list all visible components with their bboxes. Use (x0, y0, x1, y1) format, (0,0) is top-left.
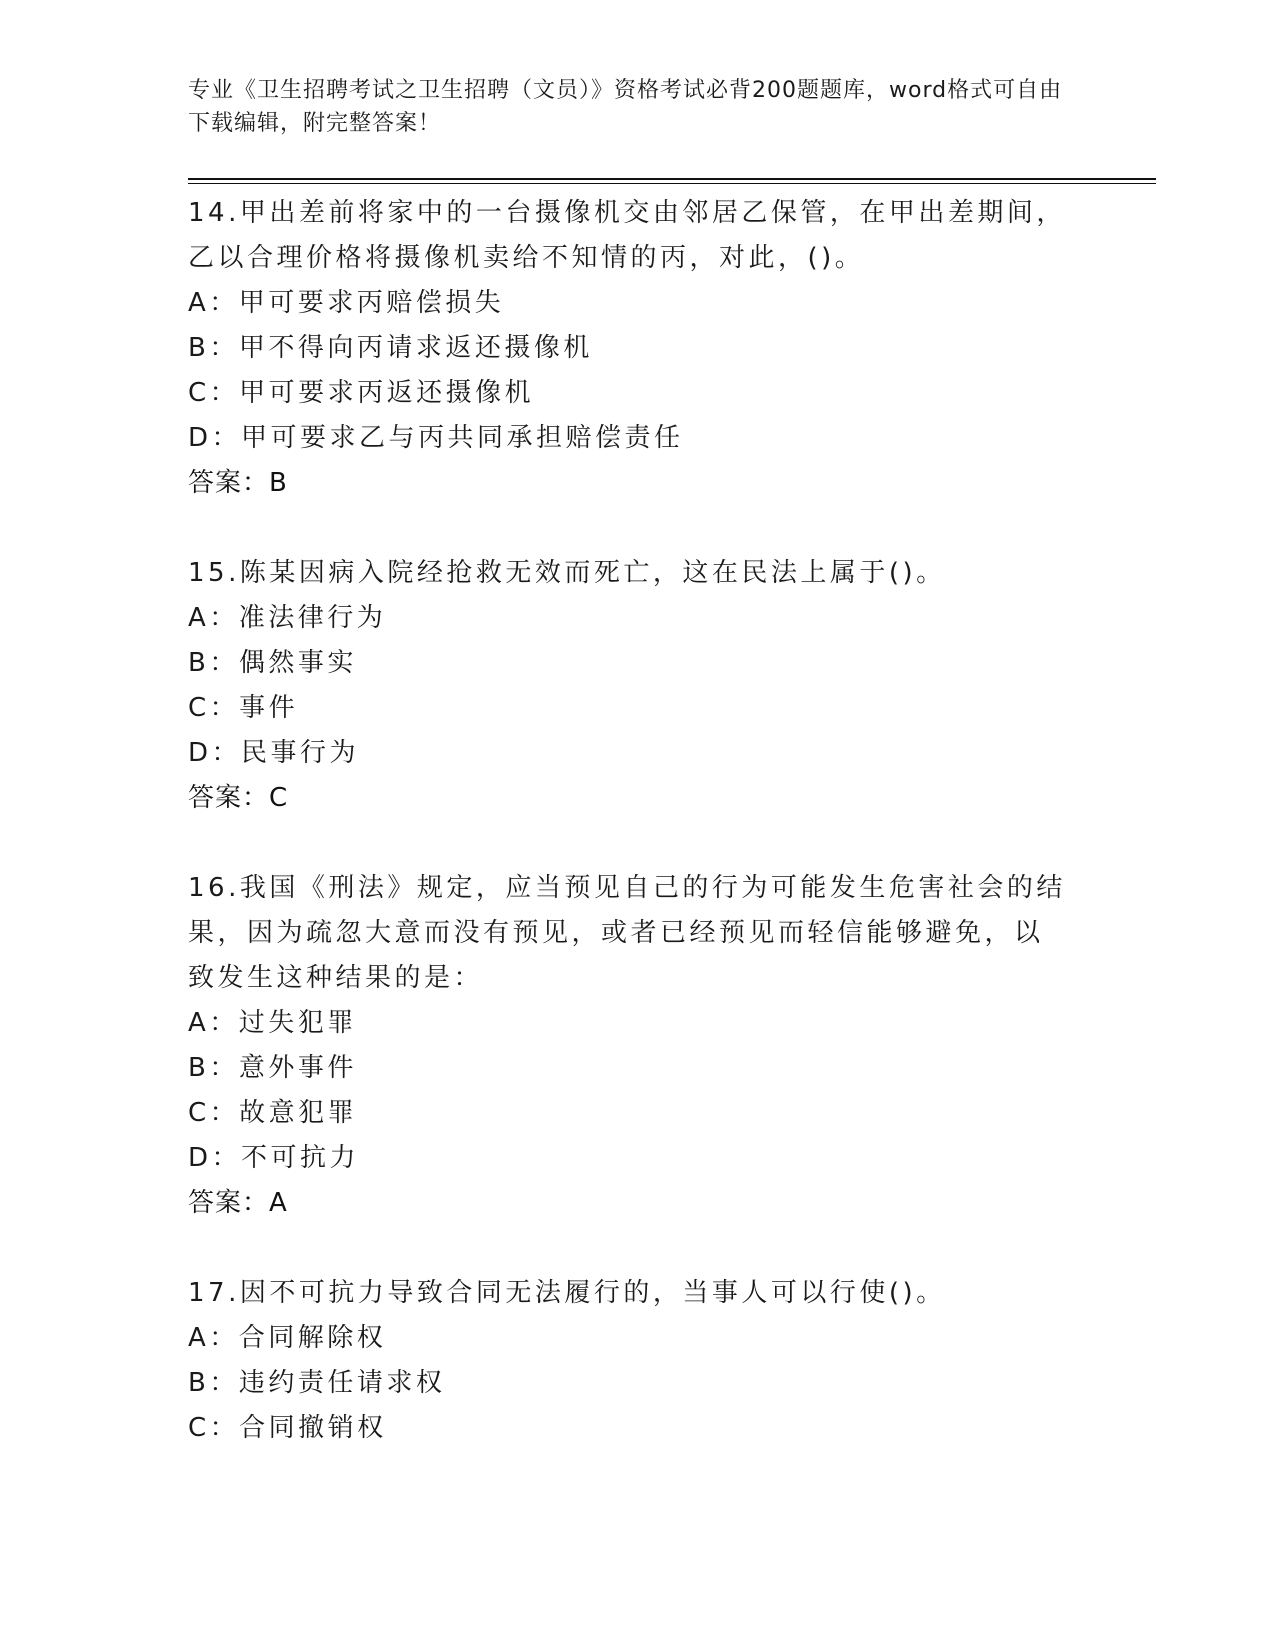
option-b: B：违约责任请求权 (188, 1368, 446, 1398)
option-c: C：甲可要求丙返还摄像机 (188, 378, 535, 408)
question-stem: 14.甲出差前将家中的一台摄像机交由邻居乙保管，在甲出差期间，乙以合理价格将摄像机卖给不知情的丙，对此，()。 (188, 198, 1066, 273)
option-d: D：民事行为 (188, 738, 360, 768)
question-16 (188, 866, 1088, 1226)
page-header: 专业《卫生招聘考试之卫生招聘（文员）》资格考试必背200题题库，word格式可自由下载编辑，附完整答案！ (188, 78, 1063, 136)
option-a: A：合同解除权 (188, 1323, 387, 1353)
question-stem: 17.因不可抗力导致合同无法履行的，当事人可以行使()。 (188, 1278, 946, 1308)
question-14 (188, 191, 1088, 506)
answer: 答案：B (188, 468, 288, 498)
option-b: B：甲不得向丙请求返还摄像机 (188, 333, 593, 363)
question-stem: 15.陈某因病入院经抢救无效而死亡，这在民法上属于()。 (188, 558, 946, 588)
option-d: D：甲可要求乙与丙共同承担赔偿责任 (188, 423, 684, 453)
question-stem: 16.我国《刑法》规定，应当预见自己的行为可能发生危害社会的结果，因为疏忽大意而没有预见，或者已经预见而轻信能够避免，以致发生这种结果的是： (188, 873, 1066, 993)
option-d: D：不可抗力 (188, 1143, 360, 1173)
option-c: C：合同撤销权 (188, 1413, 387, 1443)
answer: 答案：C (188, 783, 289, 813)
header-divider-thin (188, 183, 1156, 184)
option-a: A：甲可要求丙赔偿损失 (188, 288, 505, 318)
option-a: A：准法律行为 (188, 603, 387, 633)
answer: 答案：A (188, 1188, 288, 1218)
option-a: A：过失犯罪 (188, 1008, 357, 1038)
option-b: B：偶然事实 (188, 648, 357, 678)
option-c: C：事件 (188, 693, 299, 723)
question-list (188, 191, 1088, 1496)
option-c: C：故意犯罪 (188, 1098, 358, 1128)
question-17 (188, 1271, 1088, 1451)
option-b: B：意外事件 (188, 1053, 357, 1083)
question-15 (188, 551, 1088, 821)
header-divider-thick (188, 178, 1156, 180)
